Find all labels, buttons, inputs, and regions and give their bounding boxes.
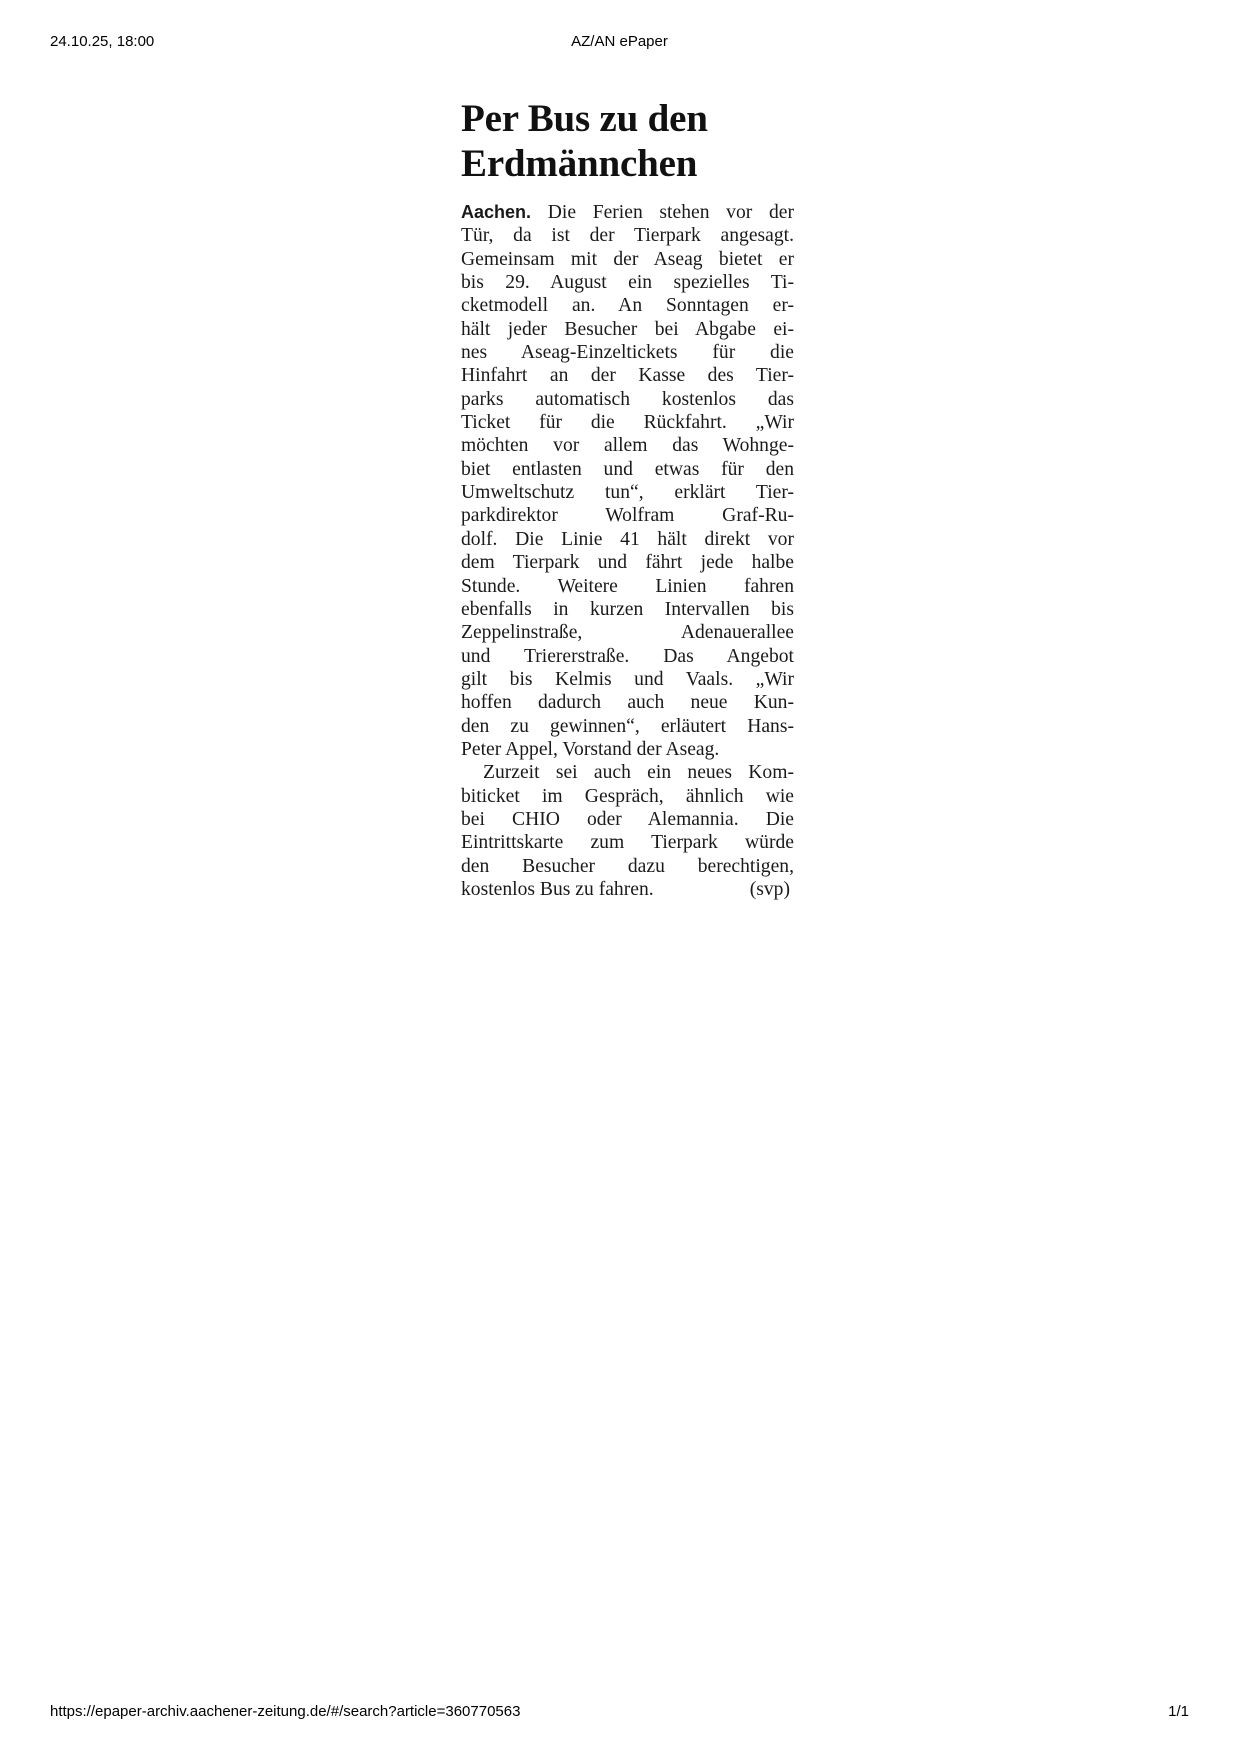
body-line: bis 29. August ein spezielles Ti- [461, 272, 794, 294]
body-line: parks automatisch kostenlos das [461, 388, 794, 410]
body-line: Gemeinsam mit der Aseag bietet er [461, 248, 794, 270]
print-url: https://epaper-archiv.aachener-zeitung.de/#/search?article=360770563 [50, 1703, 521, 1720]
body-line: ebenfalls in kurzen Intervallen bis [461, 598, 794, 620]
body-line: parkdirektor Wolfram Graf-Ru- [461, 505, 794, 527]
body-line: hält jeder Besucher bei Abgabe ei- [461, 318, 794, 340]
body-line: Peter Appel, Vorstand der Aseag. [461, 738, 720, 760]
body-line: den Besucher dazu berechtigen, [461, 855, 794, 877]
body-line: möchten vor allem das Wohnge- [461, 435, 794, 457]
body-line: biet entlasten und etwas für den [461, 458, 794, 480]
article-dateline: Aachen. [461, 202, 532, 222]
article-paragraph-1 [461, 201, 794, 761]
print-page-number: 1/1 [1168, 1703, 1189, 1720]
article-headline [461, 96, 794, 186]
headline-line: Erdmännchen [461, 142, 698, 185]
body-line: dem Tierpark und fährt jede halbe [461, 552, 794, 574]
body-line: Tür, da ist der Tierpark angesagt. [461, 225, 794, 247]
body-line: Umweltschutz tun“, erklärt Tier- [461, 482, 794, 504]
body-line: Stunde. Weitere Linien fahren [461, 575, 794, 597]
body-line: und Triererstraße. Das Angebot [461, 645, 794, 667]
article-paragraph-2 [461, 761, 794, 901]
body-line: hoffen dadurch auch neue Kun- [461, 692, 794, 714]
print-title: AZ/AN ePaper [571, 33, 668, 50]
body-line: cketmodell an. An Sonntagen er- [461, 295, 794, 317]
body-line: Zurzeit sei auch ein neues Kom- [483, 762, 794, 784]
body-line: Zeppelinstraße, Adenauerallee [461, 622, 794, 644]
body-line: Ticket für die Rückfahrt. „Wir [461, 412, 794, 434]
body-line: Aachen. Die Ferien stehen vor der [461, 202, 794, 223]
body-line: bei CHIO oder Alemannia. Die [461, 808, 794, 830]
body-line: nes Aseag-Einzeltickets für die [461, 342, 794, 364]
body-line: Hinfahrt an der Kasse des Tier- [461, 365, 794, 387]
print-datetime: 24.10.25, 18:00 [50, 33, 155, 50]
body-line: gilt bis Kelmis und Vaals. „Wir [461, 668, 794, 690]
article [461, 96, 794, 901]
body-line: Eintrittskarte zum Tierpark würde [461, 832, 794, 854]
body-line: kostenlos Bus zu fahren. [461, 878, 654, 900]
headline-line: Per Bus zu den [461, 97, 708, 140]
body-line-signoff [461, 878, 794, 901]
article-byline: (svp) [749, 878, 790, 900]
body-line: biticket im Gespräch, ähnlich wie [461, 785, 794, 807]
body-line: den zu gewinnen“, erläutert Hans- [461, 715, 794, 737]
body-line: dolf. Die Linie 41 hält direkt vor [461, 528, 794, 550]
